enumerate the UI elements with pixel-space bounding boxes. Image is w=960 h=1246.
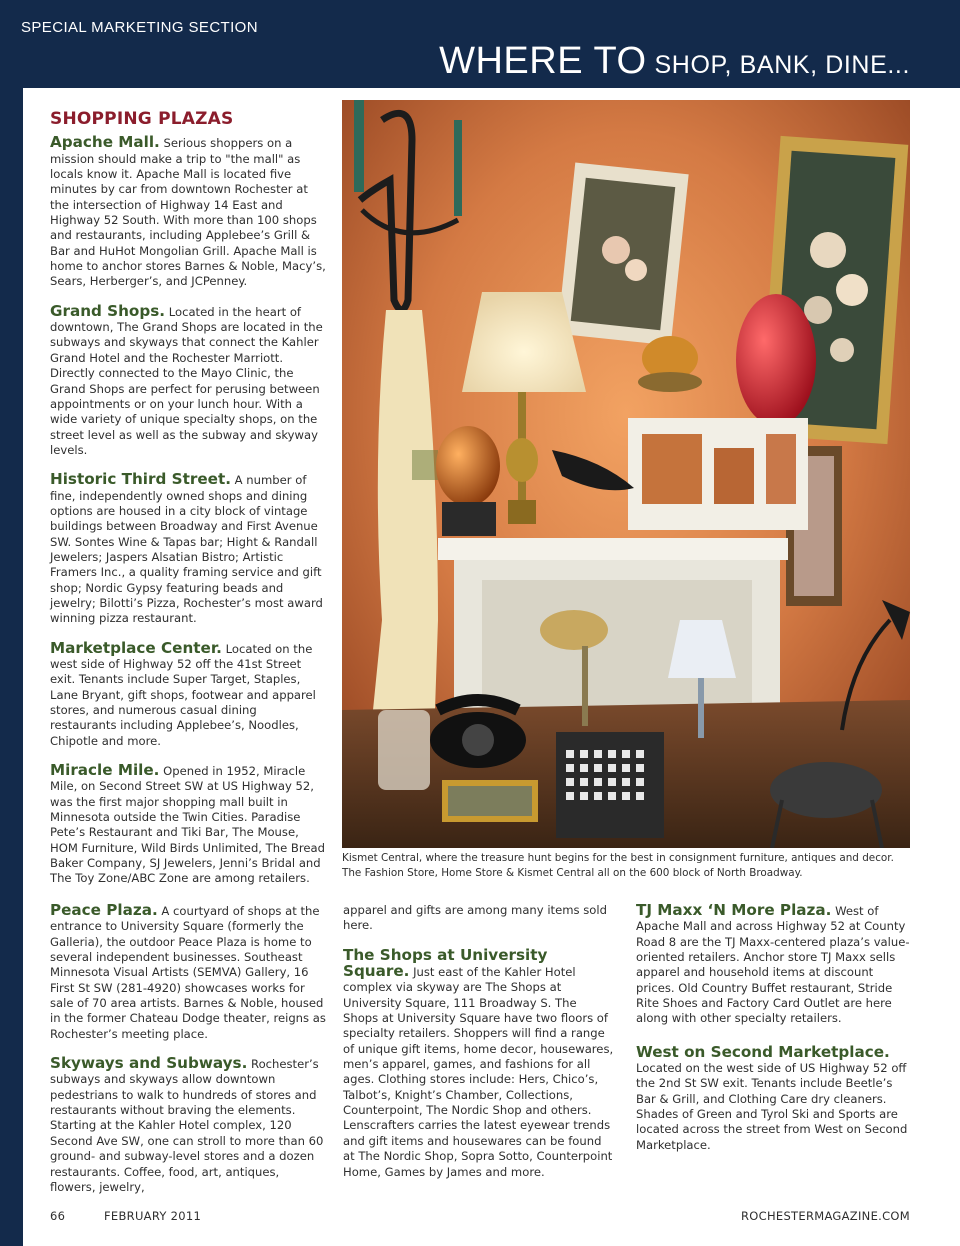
- article-body: Rochester’s subways and skyways allow downtown pedestrians to walk to hundreds of stores and restaurants without braving the elements. Starting at the Kahler Hotel complex, 120 Second Ave SW, one can stroll to more than 60 ground- and subway-level stores and a dozen restaurants. Coffee, food, art, antiques, flowers, jewelry,: [50, 1057, 324, 1194]
- article-body: A number of fine, independently owned shops and dining options are housed in a city block of vintage buildings between Broadway and First Avenue SW. Sontes Wine & Tapas bar; Hight & Randall Jewelers; Jaspers Alsatian Bistro; Artistic Framers Inc., a quality framing service and gift shop; Nordic Gypsy featuring beads and jewelry; Bilotti’s Pizza, Rochester’s most award winning pizza restaurant.: [50, 473, 323, 626]
- article-miracle-mile: [50, 763, 326, 887]
- article-heading: The Shops at University Square.: [343, 945, 548, 981]
- masthead-title: [439, 40, 910, 83]
- article-shops-university-square: [343, 945, 615, 1180]
- article-heading: Miracle Mile.: [50, 761, 160, 780]
- article-heading: Skyways and Subways.: [50, 1054, 248, 1073]
- article-grand-shops: [50, 301, 326, 458]
- article-heading: TJ Maxx ‘N More Plaza.: [636, 901, 832, 919]
- article-body: A courtyard of shops at the entrance to University Square (formerly the Galleria), the outdoor Peace Plaza is home to several independent businesses. Southeast Minnesota Visual Artists (SEMVA) Gallery, 16 First St SW (281-4920) showcases works for sale of 70 area artists. Barnes & Noble, housed in the former Chateau Dodge theater, reigns as Rochester’s meeting place.: [50, 904, 326, 1041]
- left-column: [50, 109, 326, 887]
- bottom-left-column: [50, 903, 326, 1195]
- issue-date: FEBRUARY 2011: [104, 1209, 202, 1223]
- article-heading: West on Second Marketplace.: [636, 1042, 890, 1061]
- article-body: West of Apache Mall and across Highway 52 at County Road 8 are the TJ Maxx-centered plaza’s value-oriented retailers. Anchor store TJ Maxx sells apparel and household items at discount prices. Old Country Buffet restaurant, Stride Rite Shoes and Factory Card Outlet are here along with other specialty retailers.: [636, 904, 910, 1026]
- article-body: Located on the west side of US Highway 52 off the 2nd St SW exit. Tenants include Beetle’s Bar & Grill, and Clothing Care dry cleaners. Shades of Green and Tyrol Ski and Sports are located across the street from West on Second Marketplace.: [636, 1061, 908, 1152]
- website-link[interactable]: ROCHESTERMAGAZINE.COM: [740, 1209, 910, 1223]
- article-skyways-continued: apparel and gifts are among many items sold here.: [343, 903, 607, 933]
- article-peace-plaza: [50, 903, 326, 1042]
- article-heading: Peace Plaza.: [50, 901, 158, 919]
- article-heading: Apache Mall.: [50, 133, 160, 152]
- photo-illustration: [342, 100, 910, 848]
- article-body: Opened in 1952, Miracle Mile, on Second Street SW at US Highway 52, was the first major shopping mall built in Minnesota outside the Twin Cities. Paradise Pete’s Restaurant and Tiki Bar, The Mouse, HOM Furniture, Wild Birds Unlimited, The Bread Baker Company, SJ Jewelers, Jenni’s Bridal and The Toy Zone/ABC Zone are among retailers.: [50, 764, 325, 886]
- article-body: Located in the heart of downtown, The Grand Shops are located in the subways and skyways that connect the Kahler Grand Hotel and the Rochester Marriott. Directly connected to the Mayo Clinic, the Grand Shops are perfect for perusing between appointments or on your lunch hour. With a wide variety of unique specialty shops, on the street level as well as the subway and skyway levels.: [50, 304, 323, 457]
- article-heading: Grand Shops.: [50, 301, 166, 320]
- antique-shop-photo: [342, 100, 910, 848]
- article-marketplace-center: [50, 638, 326, 749]
- section-heading: SHOPPING PLAZAS: [50, 109, 234, 129]
- photo-caption: Kismet Central, where the treasure hunt begins for the best in consignment furniture, antiques and decor. The Fashion Store, Home Store & Kismet Central all on the 600 block of North Broadway.: [342, 852, 894, 879]
- article-heading: Historic Third Street.: [50, 470, 231, 489]
- article-body: Serious shoppers on a mission should make a trip to "the mall" as locals know it. Apache Mall is located five minutes by car from downtown Rochester at the intersection of Highway 14 East and Highway 52 South. With more than 100 shops and restaurants, including Applebee’s Grill & Bar and HuHot Mongolian Grill. Apache Mall is home to anchor stores Barnes & Noble, Macy’s, Sears, Herberger’s, and JCPenney.: [50, 136, 326, 289]
- article-skyways-subways: [50, 1056, 326, 1195]
- article-body: Just east of the Kahler Hotel complex via skyway are The Shops at University Square, 111 Broadway S. The Shops at University Square have two floors of specialty retailers. Shoppers will find a range of unique gift items, home decor, housewares, men’s apparel, games, and fashions for all ages. Clothing stores include: Hers, Chico’s, Talbot’s, Knight’s Chamber, Collections, Counterpoint, The Nordic Shop and others. Lenscrafters carries the latest eyewear trends and gift items and housewares can be found at The Nordic Shop, Sopra Sotto, Counterpoint Home, Games by James and more.: [343, 965, 614, 1179]
- article-heading: Marketplace Center.: [50, 638, 222, 657]
- bottom-right-column: [636, 903, 910, 1153]
- bottom-middle-column: [343, 903, 615, 1180]
- article-west-second-marketplace: [636, 1042, 910, 1153]
- article-body: Located on the west side of Highway 52 off the 41st Street exit. Tenants include Super Target, Staples, Lane Bryant, gift shops, footwear and apparel stores, and numerous casual dining restaurants including Applebee’s, Noodles, Chipotle and more.: [50, 641, 316, 748]
- article-apache-mall: [50, 135, 326, 289]
- page-number: 66: [50, 1209, 66, 1223]
- masthead-main: WHERE TO: [439, 40, 647, 82]
- masthead-sub: SHOP, BANK, DINE...: [654, 51, 910, 79]
- article-tj-maxx-plaza: [636, 903, 910, 1027]
- section-label: SPECIAL MARKETING SECTION: [21, 19, 258, 36]
- article-historic-third-street: [50, 472, 326, 626]
